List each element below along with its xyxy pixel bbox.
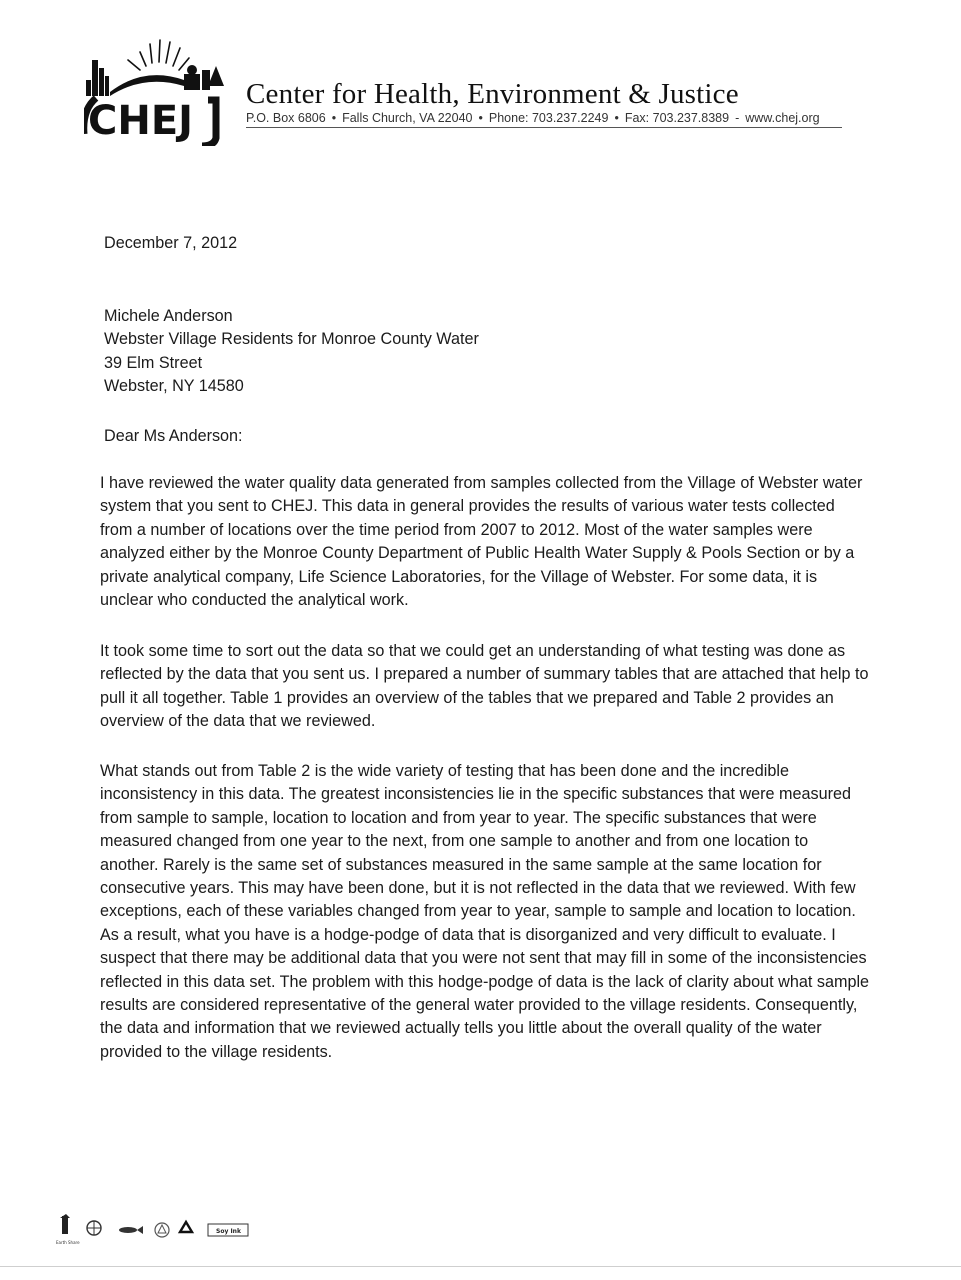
- org-city: Falls Church, VA 22040: [342, 111, 473, 125]
- separator: •: [478, 111, 483, 125]
- recipient-city: Webster, NY 14580: [104, 377, 244, 396]
- recycle-outline-icon: [155, 1223, 169, 1237]
- recipient-street: 39 Elm Street: [104, 353, 203, 372]
- letter-date: December 7, 2012: [104, 234, 238, 252]
- recycle-icon: [180, 1222, 192, 1232]
- body-paragraph-3: What stands out from Table 2 is the wide variety of testing that has been done and the incredible inconsistency in this data. The greatest inconsistencies lie in the specific substances that were measured from sample to sample, location to location and from year to year. The specific substances that were measured changed from one year to the next, from one sample to another and from one location to another. Rarely is the same set of substances measured in the same sample at the same location for consecutive years. This may have been done, but it is not reflected in the data that we reviewed. With few exceptions, each of these variables changed from year to year, sample to sample and location to location. As a result, what you have is a hodge-podge of data that is disorganized and very difficult to evaluate. I suspect that there may be additional data that you were not sent that may fill in some of the inconsistencies reflected in this data set. The problem with this hodge-podge of data is the lack of clarity about what sample results are considered representative of the general water provided to the village residents. Consequently, the data and information that we reviewed actually tells you little about the overall quality of the water provided to the village residents.: [100, 762, 870, 1061]
- earth-share-label: Earth Share: [56, 1240, 80, 1245]
- org-name: Center for Health, Environment & Justice: [246, 78, 739, 110]
- separator: -: [735, 111, 740, 125]
- salutation: Dear Ms Anderson:: [104, 427, 243, 445]
- recipient-name: Michele Anderson: [104, 307, 233, 325]
- chej-logo: [84, 30, 240, 146]
- soy-ink-label: Soy Ink: [216, 1228, 241, 1235]
- org-address-line: [246, 111, 842, 128]
- fish-icon: [119, 1226, 143, 1234]
- footer-rule: [0, 1266, 961, 1267]
- org-website: www.chej.org: [745, 111, 820, 125]
- footer-eco-marks: [56, 1212, 256, 1248]
- org-fax: Fax: 703.237.8389: [624, 111, 730, 125]
- recipient-address: [104, 305, 479, 399]
- earth-share-icon: [56, 1214, 80, 1245]
- globe-icon: [87, 1221, 101, 1235]
- recipient-organization: Webster Village Residents for Monroe County Water: [104, 330, 479, 349]
- org-phone: Phone: 703.237.2249: [488, 111, 609, 125]
- body-paragraph-2: It took some time to sort out the data so that we could get an understanding of what testing was done as reflected by the data that you sent us. I prepared a number of summary tables that are attached that help to pull it all together. Table 1 provides an overview of the tables that we prepared and Table 2 provides an overview of the data that we reviewed.: [100, 642, 869, 731]
- soy-ink-icon: [208, 1224, 248, 1236]
- chej-logo-text: CHEJ: [88, 98, 194, 144]
- separator: •: [331, 111, 337, 125]
- separator: •: [614, 111, 619, 125]
- org-po-box: P.O. Box 6806: [246, 111, 326, 125]
- body-paragraph-1: I have reviewed the water quality data generated from samples collected from the Village of Webster water system that you sent to CHEJ. This data in general provides the results of various water tests collected from a number of locations over the time period from 2007 to 2012. Most of the water samples were analyzed either by the Monroe County Department of Public Health Water Supply & Pools Section or by a private analytical company, Life Science Laboratories, for the Village of Webster. For some data, it is unclear who conducted the analytical work.: [100, 474, 863, 610]
